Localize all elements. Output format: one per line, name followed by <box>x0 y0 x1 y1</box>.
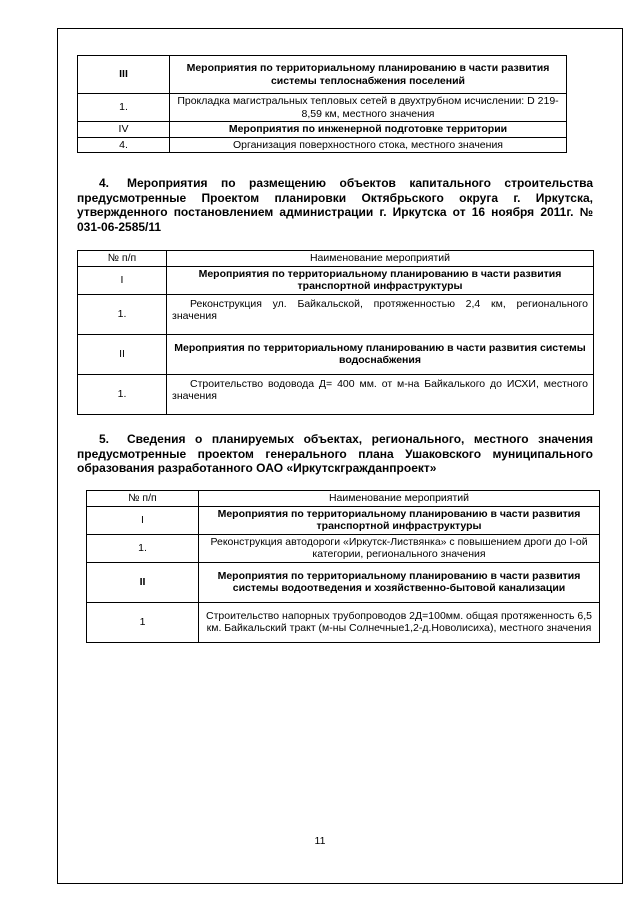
section-text: Сведения о планируемых объектах, регионального, местного значения предусмотренные проектом генерального плана Ушаковского муниципального образования разработанного ОАО «Иркутскгражданпроект» <box>77 432 593 475</box>
table-row <box>78 374 594 414</box>
table-ushakovskoe <box>86 490 600 643</box>
row-number: 1. <box>78 294 167 334</box>
table-header-row <box>78 251 594 267</box>
row-text: Прокладка магистральных тепловых сетей в двухтрубном исчислении: D 219- 8,59 км, местного значения <box>170 94 567 122</box>
section-5-heading <box>77 432 593 476</box>
table-row <box>78 266 594 294</box>
row-text: Мероприятия по территориальному планированию в части развития транспортной инфраструктуры <box>199 506 600 534</box>
table-header-row <box>87 491 600 507</box>
row-number: 1. <box>87 534 199 562</box>
table-row <box>78 334 594 374</box>
section-number: 4. <box>99 176 110 190</box>
row-text: Мероприятия по территориальному планированию в части развития системы водоотведения и хозяйственно-бытовой канализации <box>199 562 600 602</box>
header-number: № п/п <box>87 491 199 507</box>
row-number: III <box>78 56 170 94</box>
row-text: Строительство водовода Д= 400 мм. от м-на Байкалького до ИСХИ, местного значения <box>167 374 594 414</box>
row-text: Организация поверхностного стока, местного значения <box>170 137 567 153</box>
row-number: 1. <box>78 374 167 414</box>
row-number: I <box>87 506 199 534</box>
table-row <box>78 137 567 153</box>
header-number: № п/п <box>78 251 167 267</box>
row-text: Мероприятия по территориальному планированию в части развития транспортной инфраструктуры <box>167 266 594 294</box>
table-row <box>78 94 567 122</box>
row-number: 4. <box>78 137 170 153</box>
table-october-district <box>77 250 594 415</box>
row-text: Реконструкция ул. Байкальской, протяженностью 2,4 км, регионального значения <box>167 294 594 334</box>
page-number: 11 <box>314 835 326 847</box>
table-row <box>87 506 600 534</box>
section-4-heading <box>77 176 593 234</box>
row-number: II <box>78 334 167 374</box>
section-number: 5. <box>99 432 110 446</box>
row-number: II <box>87 562 199 602</box>
row-text: Мероприятия по территориальному планированию в части развития системы теплоснабжения поселений <box>170 56 567 94</box>
row-number: IV <box>78 122 170 138</box>
table-row <box>78 56 567 94</box>
section-text: Мероприятия по размещению объектов капитального строительства предусмотренные Проектом планировки Октябрьского округа г. Иркутска, утвержденного постановлением администрации г. Иркутска от 16 ноября 2011г. № 031-06-2585/11 <box>77 176 593 234</box>
row-text: Строительство напорных трубопроводов 2Д=100мм. общая протяженность 6,5 км. Байкальский тракт (м-ны Солнечные1,2-д.Новолисиха), местного значения <box>199 602 600 642</box>
row-text: Мероприятия по инженерной подготовке территории <box>170 122 567 138</box>
table-row <box>87 534 600 562</box>
row-number: 1. <box>78 94 170 122</box>
row-text: Мероприятия по территориальному планированию в части развития системы водоснабжения <box>167 334 594 374</box>
table-row <box>87 562 600 602</box>
table-row <box>78 294 594 334</box>
table-row <box>87 602 600 642</box>
row-text: Реконструкция автодороги «Иркутск-Листвянка» с повышением дроги до I-ой категории, регионального значения <box>199 534 600 562</box>
table-row <box>78 122 567 138</box>
row-number: I <box>78 266 167 294</box>
table-heat-supply <box>77 55 567 153</box>
header-name: Наименование мероприятий <box>199 491 600 507</box>
row-number: 1 <box>87 602 199 642</box>
header-name: Наименование мероприятий <box>167 251 594 267</box>
